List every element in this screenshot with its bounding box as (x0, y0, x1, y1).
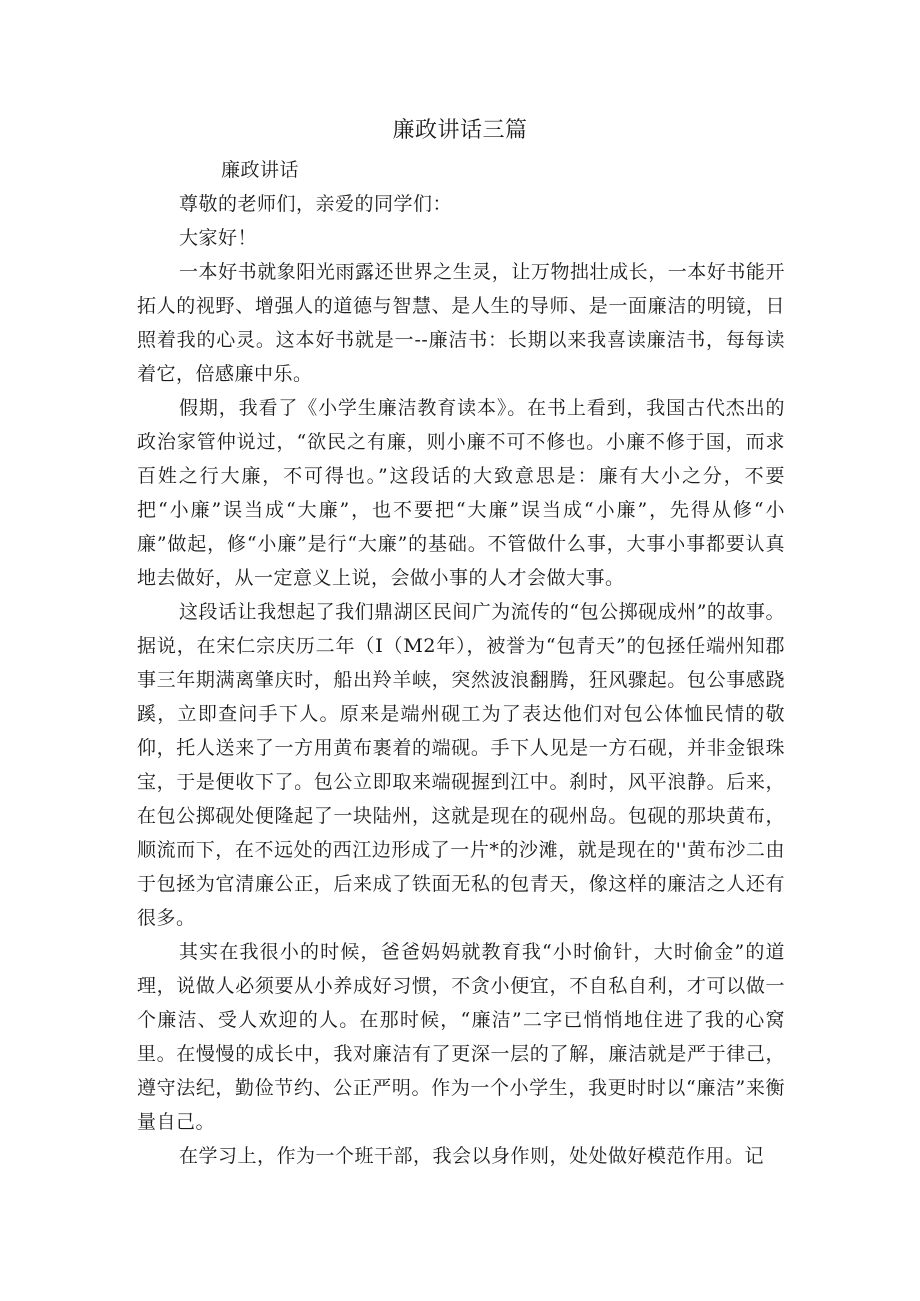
salutation: 尊敬的老师们，亲爱的同学们： (179, 193, 453, 215)
paragraph-5: 在学习上，作为一个班干部，我会以身作则，处处做好模范作用。记 (179, 1145, 765, 1167)
greeting: 大家好！ (179, 227, 258, 249)
paragraph-3: 这段话让我想起了我们鼎湖区民间广为流传的“包公掷砚成州”的故事。据说，在宋仁宗庆历二年（I（M2年），被誉为“包青天”的包拯任端州知郡事三年期满离肇庆时，船出羚羊峡，突然波浪翻腾，狂风骤起。包公事感跷蹊，立即查问手下人。原来是端州砚工为了表达他们对包公体恤民情的敬仰，托人送来了一方用黄布裹着的端砚。手下人见是一方石砚，并非金银珠宝，于是便收下了。包公立即取来端砚握到江中。刹时，风平浪静。后来，在包公掷砚处便隆起了一块陆州，这就是现在的砚州岛。包砚的那块黄布，顺流而下，在不远处的西江边形成了一片*的沙滩，就是现在的''黄布沙二由于包拯为官清廉公正，后来成了铁面无私的包青天，像这样的廉洁之人还有很多。 (137, 601, 785, 929)
document-title: 廉政讲话三篇 (392, 118, 528, 143)
paragraph-4: 其实在我很小的时候，爸爸妈妈就教育我“小时偷针，大时偷金”的道理，说做人必须要从小养成好习惯，不贪小便宜，不自私自利，才可以做一个廉洁、受人欢迎的人。在那时候，“廉洁”二字已悄悄地住进了我的心窝里。在慢慢的成长中，我对廉洁有了更深一层的了解，廉洁就是严于律己，遵守法纪，勤俭节约、公正严明。作为一个小学生，我更时时以“廉洁”来衡量自己。 (137, 941, 785, 1133)
paragraph-2: 假期，我看了《小学生廉洁教育读本》。在书上看到，我国古代杰出的政治家管仲说过，“欲民之有廉，则小廉不可不修也。小廉不修于国，而求百姓之行大廉，不可得也。”这段话的大致意思是：廉有大小之分，不要把“小廉”误当成“大廉”，也不要把“大廉”误当成“小廉”，先得从修“小廉”做起，修“小廉”是行“大廉”的基础。不管做什么事，大事小事都要认真地去做好，从一定意义上说，会做小事的人才会做大事。 (137, 397, 785, 589)
speech-subtitle: 廉政讲话 (221, 159, 300, 181)
paragraph-1: 一本好书就象阳光雨露还世界之生灵，让万物拙壮成长，一本好书能开拓人的视野、增强人的道德与智慧、是人生的导师、是一面廉洁的明镜，日照着我的心灵。这本好书就是一--廉洁书：长期以来我喜读廉洁书，每每读着它，倍感廉中乐。 (137, 261, 785, 385)
document-body (137, 153, 785, 1173)
